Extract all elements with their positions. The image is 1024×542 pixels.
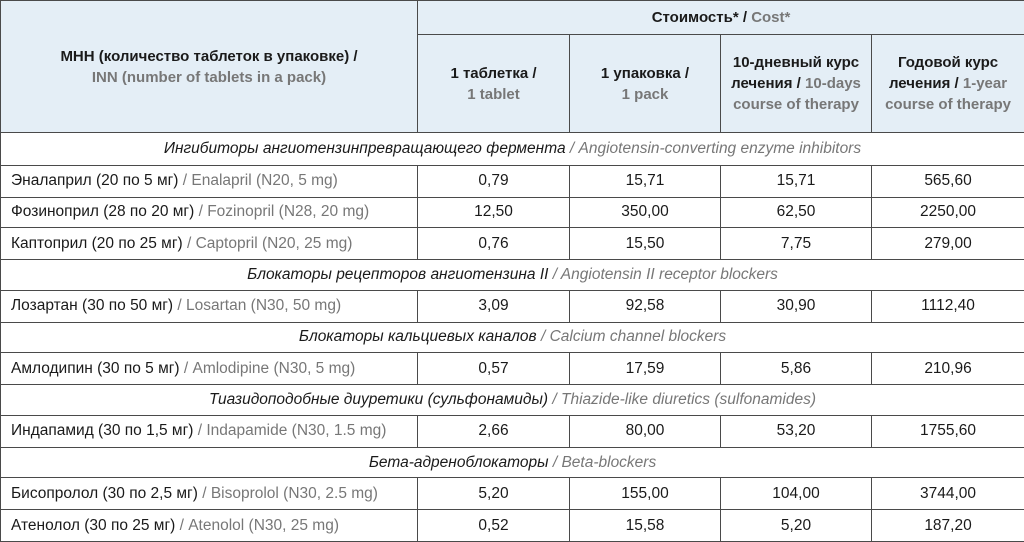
- col-header-1-year: Годовой курс лечения / 1-year course of therapy: [872, 35, 1024, 133]
- table-row: [1, 478, 1024, 510]
- drug-name-ru: Каптоприл (20 по 25 мг): [11, 234, 183, 252]
- drug-name: Лозартан (30 по 50 мг) / Losartan (N30, 50 mg): [1, 290, 418, 322]
- drug-name: Бисопролол (30 по 2,5 мг) / Bisoprolol (N30, 2.5 mg): [1, 478, 418, 510]
- cost-pack: 17,59: [570, 353, 721, 385]
- drug-name: Фозиноприл (28 по 20 мг) / Fozinopril (N28, 20 mg): [1, 197, 418, 228]
- group-title-en: Calcium channel blockers: [549, 328, 727, 346]
- group-title: Тиазидоподобные диуретики (сульфонамиды) / Thiazide-like diuretics (sulfonamides): [1, 385, 1024, 416]
- cost-header: Стоимость* / Cost*: [418, 1, 1024, 35]
- group-title-en: Angiotensin-converting enzyme inhibitors: [578, 139, 862, 157]
- cost-10-day: 15,71: [721, 165, 872, 197]
- drug-name: Индапамид (30 по 1,5 мг) / Indapamide (N30, 1.5 mg): [1, 415, 418, 447]
- group-title: Ингибиторы ангиотензинпревращающего фермента / Angiotensin-converting enzyme inhibitors: [1, 133, 1024, 166]
- group-row: [1, 133, 1024, 166]
- group-title-en: Thiazide-like diuretics (sulfonamides): [561, 390, 817, 408]
- cost-tablet: 2,66: [418, 415, 570, 447]
- inn-header-ru: МНН (количество таблеток в упаковке): [60, 47, 350, 65]
- cost-pack: 15,50: [570, 228, 721, 260]
- cost-10-day: 53,20: [721, 415, 872, 447]
- drug-name-en: Enalapril (N20, 5 mg): [191, 172, 338, 190]
- table-row: [1, 353, 1024, 385]
- col-header-tablet: 1 таблетка / 1 tablet: [418, 35, 570, 133]
- group-title-en: Beta-blockers: [561, 453, 657, 471]
- inn-header-en: INN (number of tablets in a pack): [91, 68, 327, 86]
- cost-tablet: 0,79: [418, 165, 570, 197]
- drug-name-ru: Атенолол (30 по 25 мг): [11, 516, 176, 534]
- cost-tablet: 5,20: [418, 478, 570, 510]
- inn-header: МНН (количество таблеток в упаковке) / INN (number of tablets in a pack): [1, 1, 418, 133]
- cost-1-year: 187,20: [872, 510, 1024, 542]
- group-title-ru: Бета-адреноблокаторы: [368, 453, 549, 471]
- cost-pack: 15,71: [570, 165, 721, 197]
- table-row: [1, 415, 1024, 447]
- drug-name: Эналаприл (20 по 5 мг) / Enalapril (N20, 5 mg): [1, 165, 418, 197]
- col-header-ru: 1 таблетка: [450, 64, 529, 82]
- cost-header-ru: Стоимость*: [651, 9, 739, 26]
- cost-10-day: 5,20: [721, 510, 872, 542]
- drug-name-ru: Индапамид (30 по 1,5 мг): [11, 422, 194, 440]
- drug-name-ru: Эналаприл (20 по 5 мг): [11, 172, 179, 190]
- drug-name-ru: Амлодипин (30 по 5 мг): [11, 359, 180, 377]
- table-row: [1, 510, 1024, 542]
- group-row: [1, 447, 1024, 478]
- group-row: [1, 260, 1024, 291]
- cost-tablet: 0,52: [418, 510, 570, 542]
- cost-pack: 155,00: [570, 478, 721, 510]
- cost-pack: 15,58: [570, 510, 721, 542]
- table-row: [1, 165, 1024, 197]
- cost-10-day: 62,50: [721, 197, 872, 228]
- cost-pack: 92,58: [570, 290, 721, 322]
- cost-pack: 80,00: [570, 415, 721, 447]
- cost-10-day: 7,75: [721, 228, 872, 260]
- table-row: [1, 228, 1024, 260]
- group-title: Бета-адреноблокаторы / Beta-blockers: [1, 447, 1024, 478]
- col-header-ru: 1 упаковка: [600, 64, 681, 82]
- cost-tablet: 3,09: [418, 290, 570, 322]
- group-title-ru: Тиазидоподобные диуретики (сульфонамиды): [209, 390, 549, 408]
- drug-name: Атенолол (30 по 25 мг) / Atenolol (N30, 25 mg): [1, 510, 418, 542]
- drug-name-en: Fozinopril (N28, 20 mg): [207, 203, 370, 221]
- group-title-ru: Блокаторы кальциевых каналов: [298, 328, 537, 346]
- cost-1-year: 1755,60: [872, 415, 1024, 447]
- drug-name-ru: Фозиноприл (28 по 20 мг): [11, 203, 195, 221]
- group-title-en: Angiotensin II receptor blockers: [560, 265, 778, 283]
- group-title-ru: Блокаторы рецепторов ангиотензина II: [247, 265, 549, 283]
- drug-name-en: Losartan (N30, 50 mg): [186, 297, 342, 315]
- group-title-ru: Ингибиторы ангиотензинпревращающего фермента: [163, 139, 566, 157]
- col-header-en: 10-days course of therapy: [733, 75, 861, 113]
- cost-1-year: 3744,00: [872, 478, 1024, 510]
- cost-1-year: 279,00: [872, 228, 1024, 260]
- drug-name-en: Amlodipine (N30, 5 mg): [192, 359, 356, 377]
- col-header-en: 1 tablet: [467, 85, 520, 103]
- cost-1-year: 1112,40: [872, 290, 1024, 322]
- drug-name-en: Captopril (N20, 25 mg): [195, 234, 353, 252]
- cost-pack: 350,00: [570, 197, 721, 228]
- cost-10-day: 104,00: [721, 478, 872, 510]
- cost-header-en: Cost*: [751, 9, 791, 26]
- drug-name: Каптоприл (20 по 25 мг) / Captopril (N20, 25 mg): [1, 228, 418, 260]
- drug-name-ru: Лозартан (30 по 50 мг): [11, 297, 174, 315]
- group-title: Блокаторы кальциевых каналов / Calcium channel blockers: [1, 322, 1024, 353]
- col-header-en: 1 pack: [621, 85, 669, 103]
- drug-name: Амлодипин (30 по 5 мг) / Amlodipine (N30, 5 mg): [1, 353, 418, 385]
- cost-tablet: 12,50: [418, 197, 570, 228]
- group-title: Блокаторы рецепторов ангиотензина II / Angiotensin II receptor blockers: [1, 260, 1024, 291]
- drug-name-en: Indapamide (N30, 1.5 mg): [206, 422, 387, 440]
- table-row: [1, 197, 1024, 228]
- drug-name-ru: Бисопролол (30 по 2,5 мг): [11, 484, 198, 502]
- cost-tablet: 0,76: [418, 228, 570, 260]
- drug-name-en: Atenolol (N30, 25 mg): [188, 516, 339, 534]
- group-row: [1, 385, 1024, 416]
- col-header-ru: 10-дневный курс лечения: [731, 54, 860, 92]
- table-row: [1, 290, 1024, 322]
- cost-10-day: 30,90: [721, 290, 872, 322]
- col-header-10-day: 10-дневный курс лечения / 10-days course of therapy: [721, 35, 872, 133]
- cost-1-year: 565,60: [872, 165, 1024, 197]
- cost-1-year: 210,96: [872, 353, 1024, 385]
- cost-tablet: 0,57: [418, 353, 570, 385]
- group-row: [1, 322, 1024, 353]
- cost-1-year: 2250,00: [872, 197, 1024, 228]
- cost-10-day: 5,86: [721, 353, 872, 385]
- col-header-en: 1-year course of therapy: [885, 75, 1011, 113]
- col-header-ru: Годовой курс лечения: [888, 54, 999, 92]
- drug-name-en: Bisoprolol (N30, 2.5 mg): [210, 484, 378, 502]
- col-header-pack: 1 упаковка / 1 pack: [570, 35, 721, 133]
